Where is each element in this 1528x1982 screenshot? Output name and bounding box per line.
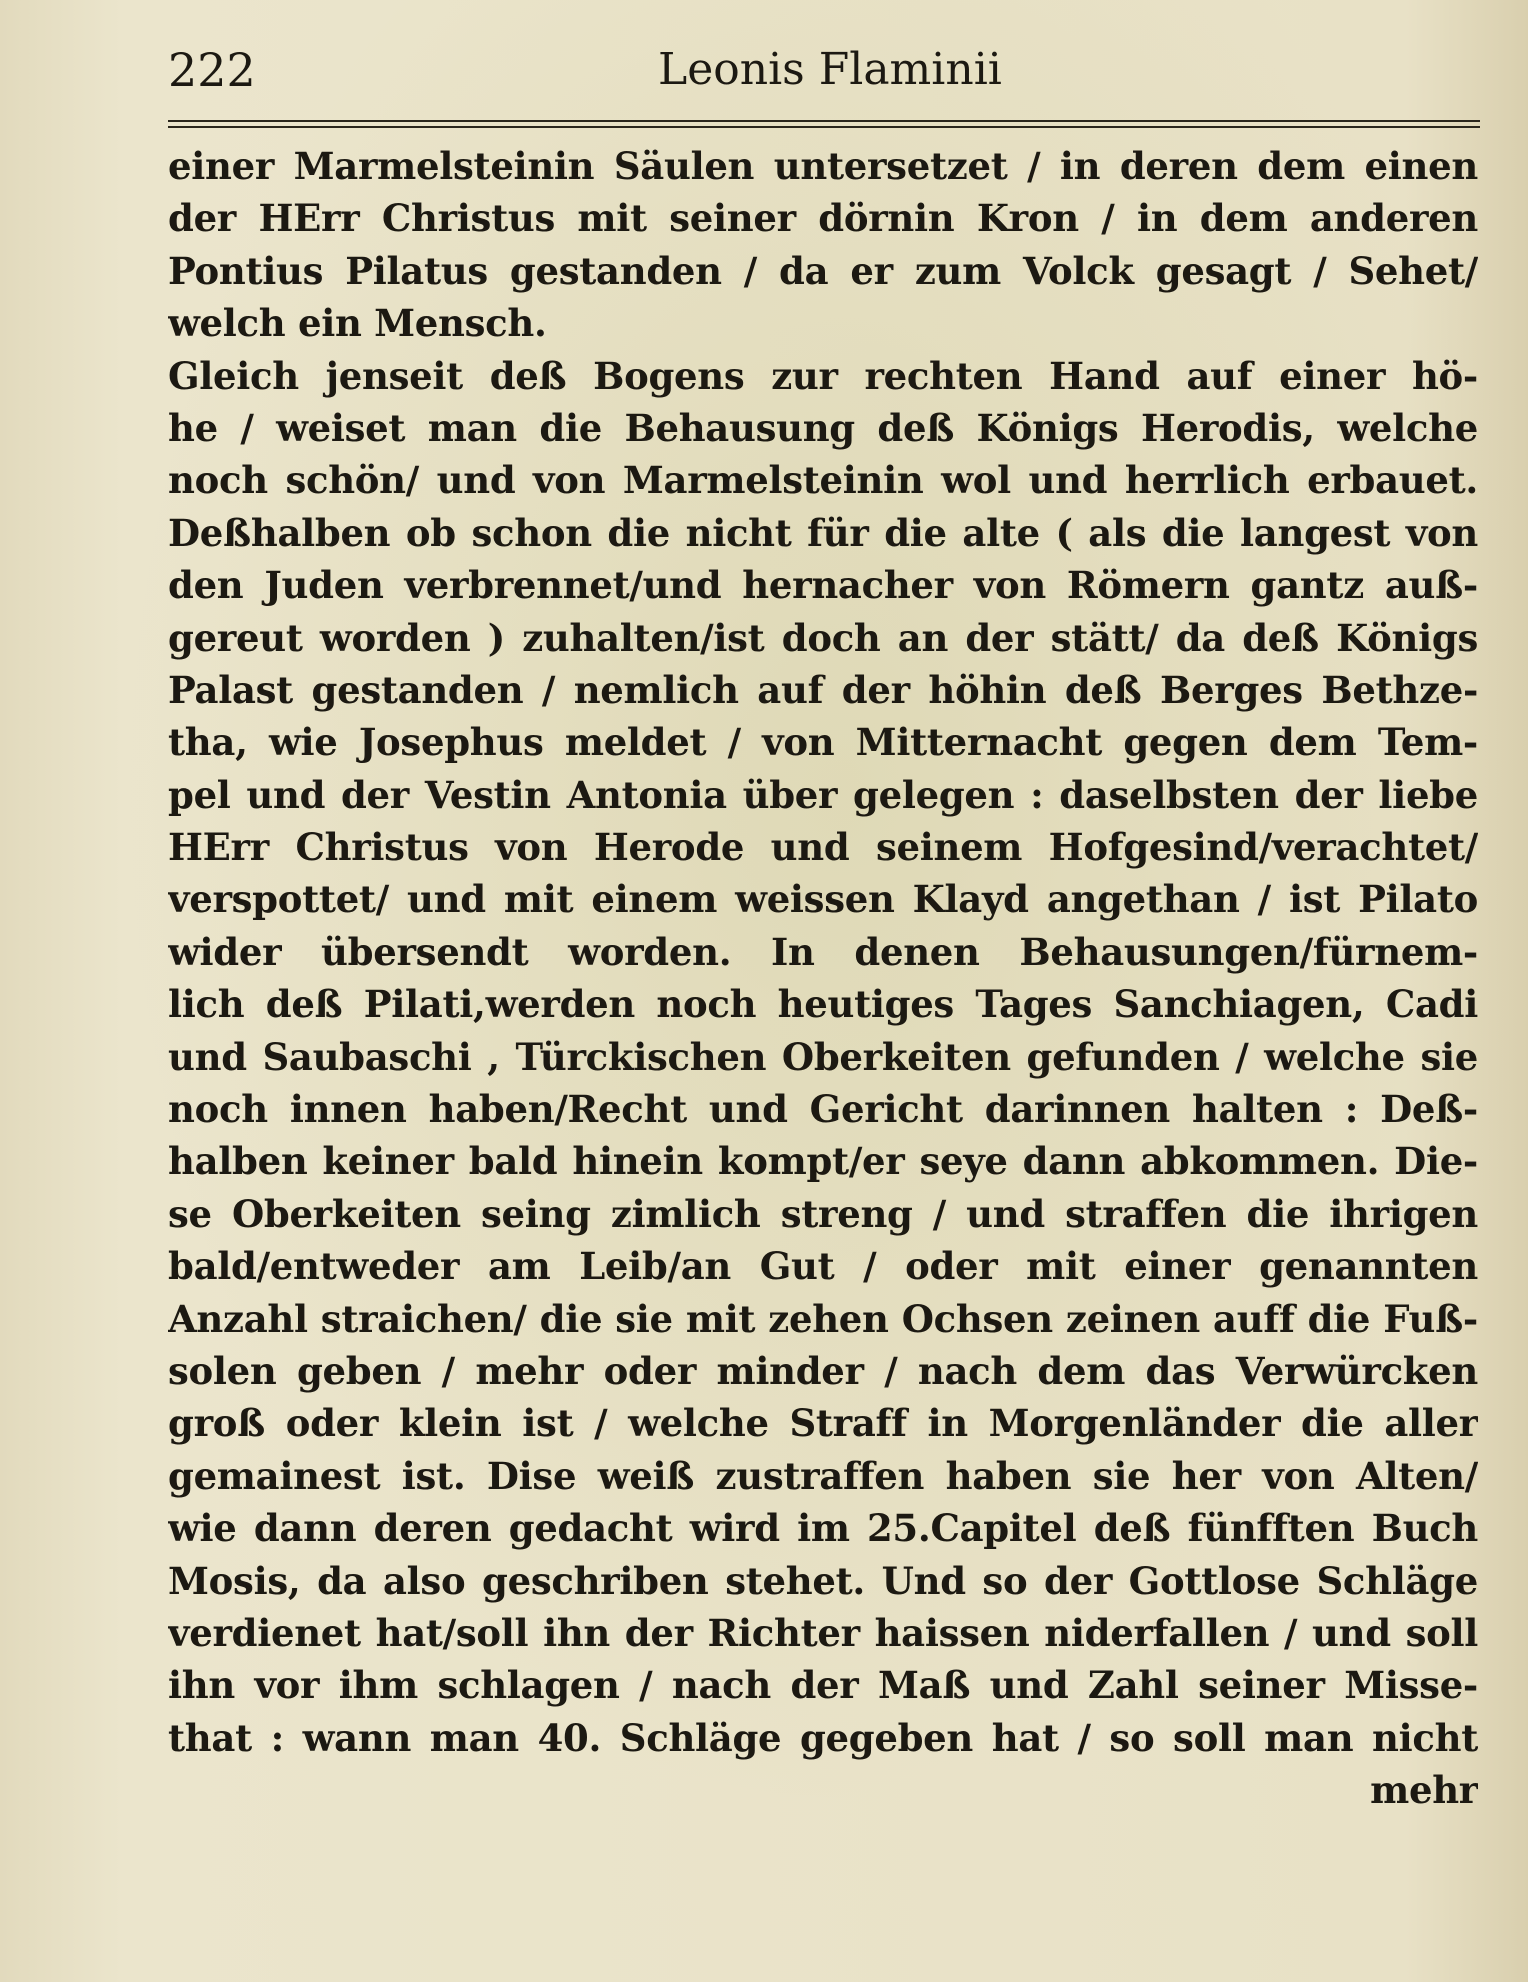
text-line-13: pel und der Vestin Antonia über gelegen : daselbsten der liebe xyxy=(168,772,1478,817)
text-line-3: Pontius Pilatus gestanden / da er zum Volck gesagt / Sehet/ xyxy=(168,248,1478,293)
text-line-9: den Juden verbrennet/und hernacher von Römern gantz auß- xyxy=(168,563,1478,608)
page-number: 222 xyxy=(168,43,256,97)
running-title: Leonis Flaminii xyxy=(658,44,1002,95)
text-line-27: wie dann deren gedacht wird im 25.Capitel deß fünfften Buch xyxy=(168,1506,1478,1551)
text-line-1: einer Marmelsteinin Säulen untersetzet / in deren dem einen xyxy=(168,144,1478,188)
catchword: mehr xyxy=(1370,1768,1478,1813)
text-line-8: Deßhalben ob schon die nicht für die alte ( als die langest von xyxy=(168,510,1478,555)
text-line-12: tha, wie Josephus meldet / von Mitternacht gegen dem Tem- xyxy=(168,720,1478,765)
text-line-26: gemainest ist. Dise weiß zustraffen haben sie her von Alten/ xyxy=(168,1453,1478,1498)
text-line-20: halben keiner bald hinein kompt/er seye dann abkommen. Die- xyxy=(168,1139,1478,1184)
page-header xyxy=(168,40,1478,100)
text-line-22: bald/entweder am Leib/an Gut / oder mit einer genannten xyxy=(168,1244,1478,1289)
text-line-7: noch schön/ und von Marmelsteinin wol und herrlich erbauet. xyxy=(168,458,1478,503)
text-line-30: ihn vor ihm schlagen / nach der Maß und Zahl seiner Misse- xyxy=(168,1663,1478,1708)
header-rule xyxy=(168,120,1480,128)
text-line-16: wider übersendt worden. In denen Behausungen/fürnem- xyxy=(168,929,1478,974)
text-line-5: Gleich jenseit deß Bogens zur rechten Hand auf einer hö- xyxy=(168,353,1478,398)
text-line-23: Anzahl straichen/ die sie mit zehen Ochsen zeinen auff die Fuß- xyxy=(168,1296,1478,1341)
text-line-31: that : wann man 40. Schläge gegeben hat / so soll man nicht xyxy=(168,1715,1478,1760)
text-line-29: verdienet hat/soll ihn der Richter haissen niderfallen / und soll xyxy=(168,1610,1478,1655)
text-line-14: HErr Christus von Herode und seinem Hofgesind/verachtet/ xyxy=(168,825,1478,870)
text-line-6: he / weiset man die Behausung deß Königs Herodis, welche xyxy=(168,405,1478,450)
text-line-18: und Saubaschi , Türckischen Oberkeiten gefunden / welche sie xyxy=(168,1034,1478,1079)
body-text xyxy=(168,140,1478,1817)
text-line-24: solen geben / mehr oder minder / nach dem das Verwürcken xyxy=(168,1348,1478,1393)
text-line-19: noch innen haben/Recht und Gericht darinnen halten : Deß- xyxy=(168,1087,1478,1132)
text-line-17: lich deß Pilati,werden noch heutiges Tages Sanchiagen, Cadi xyxy=(168,982,1478,1027)
text-line-15: verspottet/ und mit einem weissen Klayd angethan / ist Pilato xyxy=(168,877,1478,922)
text-line-25: groß oder klein ist / welche Straff in Morgenländer die aller xyxy=(168,1401,1478,1446)
text-line-11: Palast gestanden / nemlich auf der höhin deß Berges Bethze- xyxy=(168,667,1478,712)
text-line-21: se Oberkeiten seing zimlich streng / und straffen die ihrigen xyxy=(168,1191,1478,1236)
text-line-4: welch ein Mensch. xyxy=(168,301,547,346)
text-line-2: der HErr Christus mit seiner dörnin Kron / in dem anderen xyxy=(168,196,1478,241)
text-line-28: Mosis, da also geschriben stehet. Und so der Gottlose Schläge xyxy=(168,1558,1478,1603)
text-line-10: gereut worden ) zuhalten/ist doch an der stätt/ da deß Königs xyxy=(168,615,1478,660)
